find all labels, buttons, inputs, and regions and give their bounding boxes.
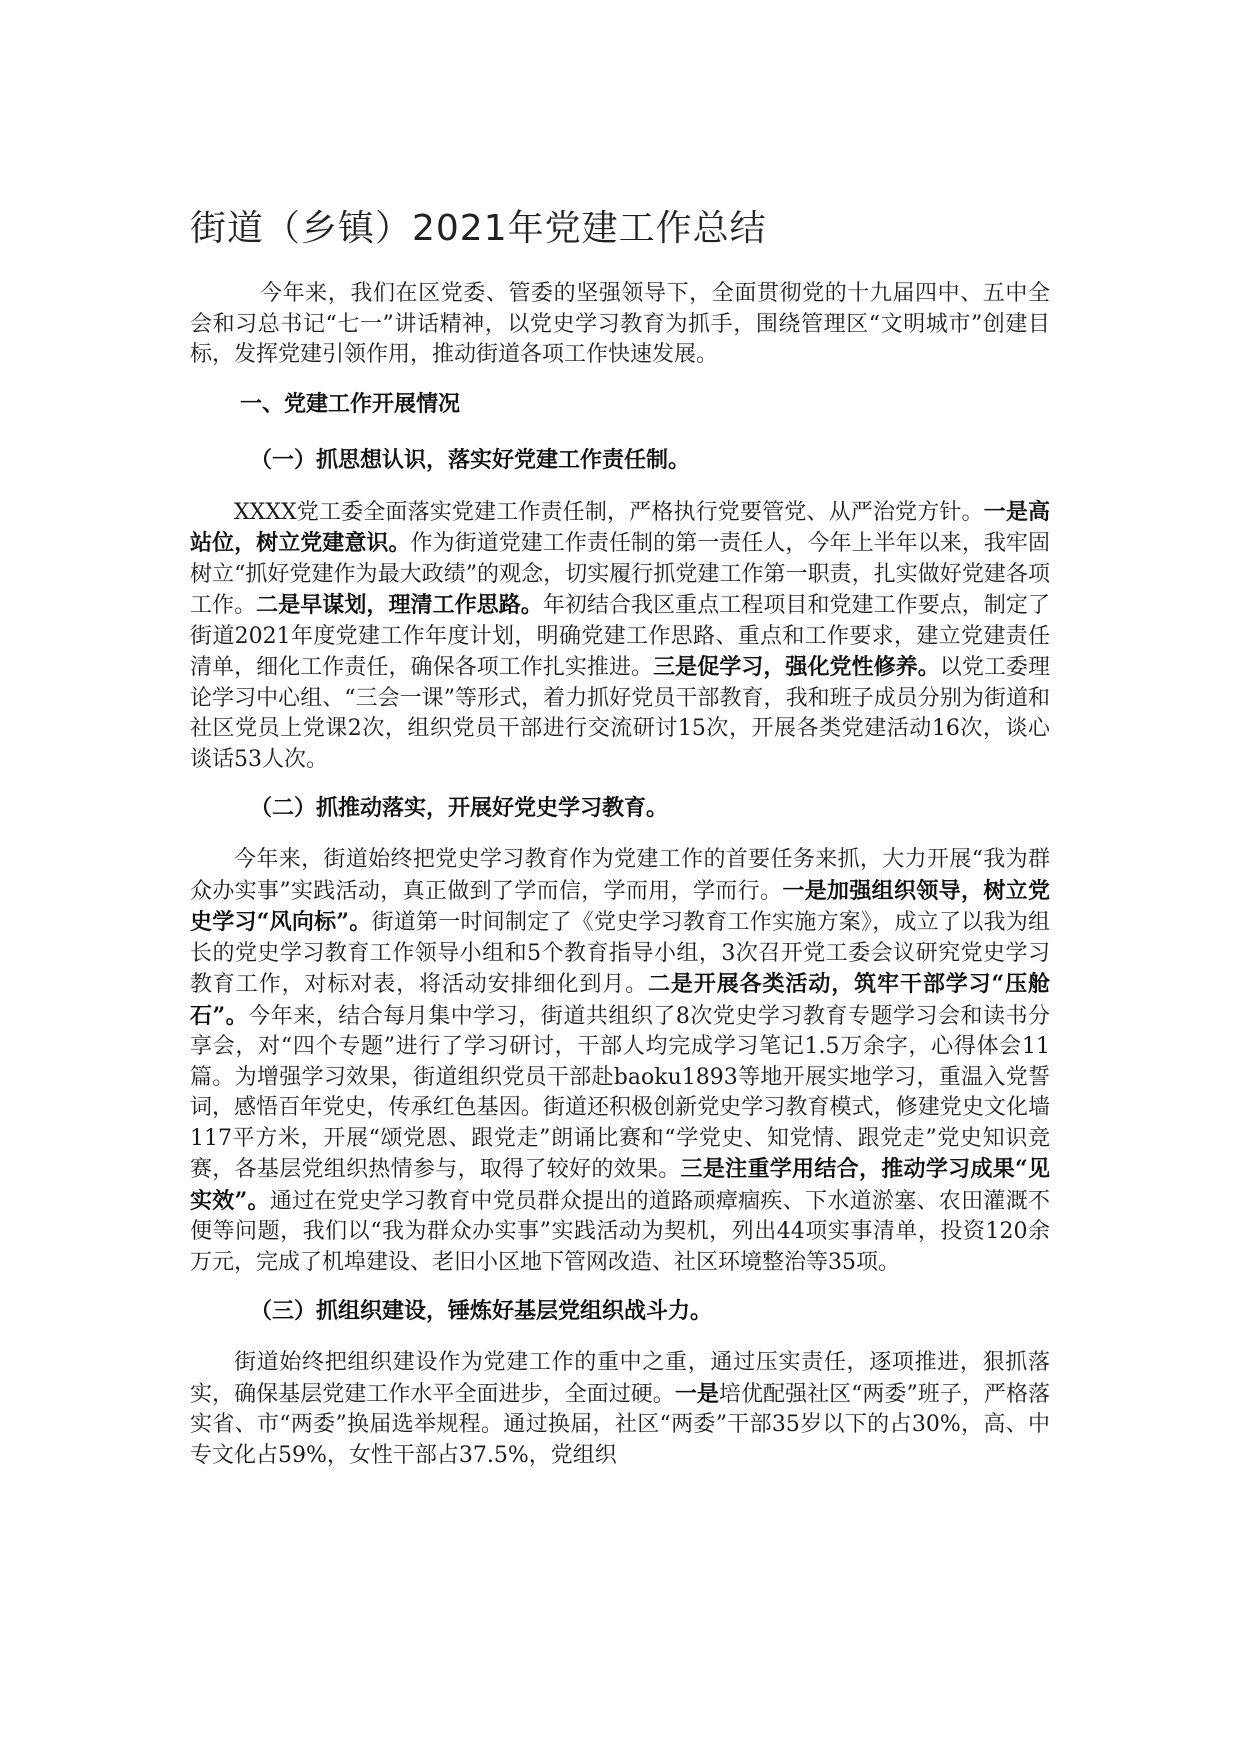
sub1-bold-3: 三是促学习，强化党性修养。 — [653, 654, 940, 680]
sub2-bold-1: 一是加强组织领导，树立党史学习“风向标”。 — [190, 877, 1050, 935]
sub2-text-4: 通过在党史学习教育中党员群众提出的道路顽瘴痼疾、下水道淤塞、农田灌溉不便等问题，我们以“我为群众办实事”实践活动为契机，列出44项实事清单，投资120余万元，完成了机埠建设、老旧小区地下管网改造、社区环境整治等35项。 — [190, 1188, 1050, 1275]
intro-paragraph: 今年来，我们在区党委、管委的坚强领导下，全面贯彻党的十九届四中、五中全会和习总书记“七一”讲话精神，以党史学习教育为抓手，围绕管理区“文明城市”创建目标，发挥党建引领作用，推动街道各项工作快速发展。 — [190, 281, 1050, 367]
subsection-3-paragraph — [190, 1348, 1050, 1471]
sub1-text-3: 年初结合我区重点工程项目和党建工作要点，制定了街道2021年度党建工作年度计划，明确党建工作思路、重点和工作要求，建立党建责任清单，细化工作责任，确保各项工作扎实推进。 — [190, 593, 1050, 680]
sub1-text-1: XXXX党工委全面落实党建工作责任制，严格执行党要管党、从严治党方针。 — [234, 499, 984, 525]
document-body — [190, 200, 1050, 1483]
sub1-bold-2: 二是早谋划，理清工作思路。 — [256, 592, 543, 618]
subsection-heading-2: （二）抓推动落实，开展好党史学习教育。 — [250, 795, 669, 821]
sub2-bold-3: 三是注重学用结合，推动学习成果“见实效”。 — [190, 1156, 1050, 1214]
subsection-2-paragraph — [190, 845, 1050, 1278]
sub3-text-1: 街道始终把组织建设作为党建工作的重中之重，通过压实责任，逐项推进，狠抓落实，确保基层党建工作水平全面进步，全面过硬。 — [190, 1350, 1050, 1407]
subsection-heading-3: （三）抓组织建设，锤炼好基层党组织战斗力。 — [250, 1298, 713, 1324]
sub1-text-4: 以党工委理论学习中心组、“三会一课”等形式，着力抓好党员干部教育，我和班子成员分别为街道和社区党员上党课2次，组织党员干部进行交流研讨15次，开展各类党建活动16次，谈心谈话53人次。 — [190, 655, 1050, 772]
sub3-text-2: 培优配强社区“两委”班子，严格落实省、市“两委”换届选举规程。通过换届，社区“两委”干部35岁以下的占30%，高、中专文化占59%，女性干部占37.5%，党组织 — [190, 1381, 1050, 1468]
sub2-text-2: 街道第一时间制定了《党史学习教育工作实施方案》，成立了以我为组长的党史学习教育工作领导小组和5个教育指导小组，3次召开党工委会议研究党史学习教育工作，对标对表，将活动安排细化到月。 — [190, 910, 1050, 997]
sub2-text-3: 今年来，结合每月集中学习，街道共组织了8次党史学习教育专题学习会和读书分享会，对“四个专题”进行了学习研讨，干部人均完成学习笔记1.5万余字，心得体会11篇。为增强学习效果，街道组织党员干部赴baoku1893等地开展实地学习，重温入党誓词，感悟百年党史，传承红色基因。街道还积极创新党史学习教育模式，修建党史文化墙117平方米，开展“颂党恩、跟党走”朗诵比赛和“学党史、知党情、跟党走”党史知识竞赛，各基层党组织热情参与，取得了较好的效果。 — [190, 1003, 1051, 1182]
sub2-bold-2: 二是开展各类活动，筑牢干部学习“压舱石”。 — [190, 971, 1050, 1029]
sub1-bold-1: 一是高站位，树立党建意识。 — [190, 498, 1050, 556]
subsection-heading-1: （一）抓思想认识，落实好党建工作责任制。 — [250, 446, 691, 473]
subsection-1-paragraph — [190, 497, 1050, 776]
sub3-bold-1: 一是 — [674, 1380, 719, 1407]
section-heading-1: 一、党建工作开展情况 — [240, 390, 461, 417]
sub1-text-2: 作为街道党建工作责任制的第一责任人，今年上半年以来，我牢固树立“抓好党建作为最大政绩”的观念，切实履行抓党建工作第一职责，扎实做好党建各项工作。 — [190, 531, 1050, 618]
sub2-text-1: 今年来，街道始终把党史学习教育作为党建工作的首要任务来抓，大力开展“我为群众办实事”实践活动，真正做到了学而信，学而用，学而行。 — [190, 847, 1050, 904]
document-title: 街道（乡镇）2021年党建工作总结 — [190, 208, 767, 249]
